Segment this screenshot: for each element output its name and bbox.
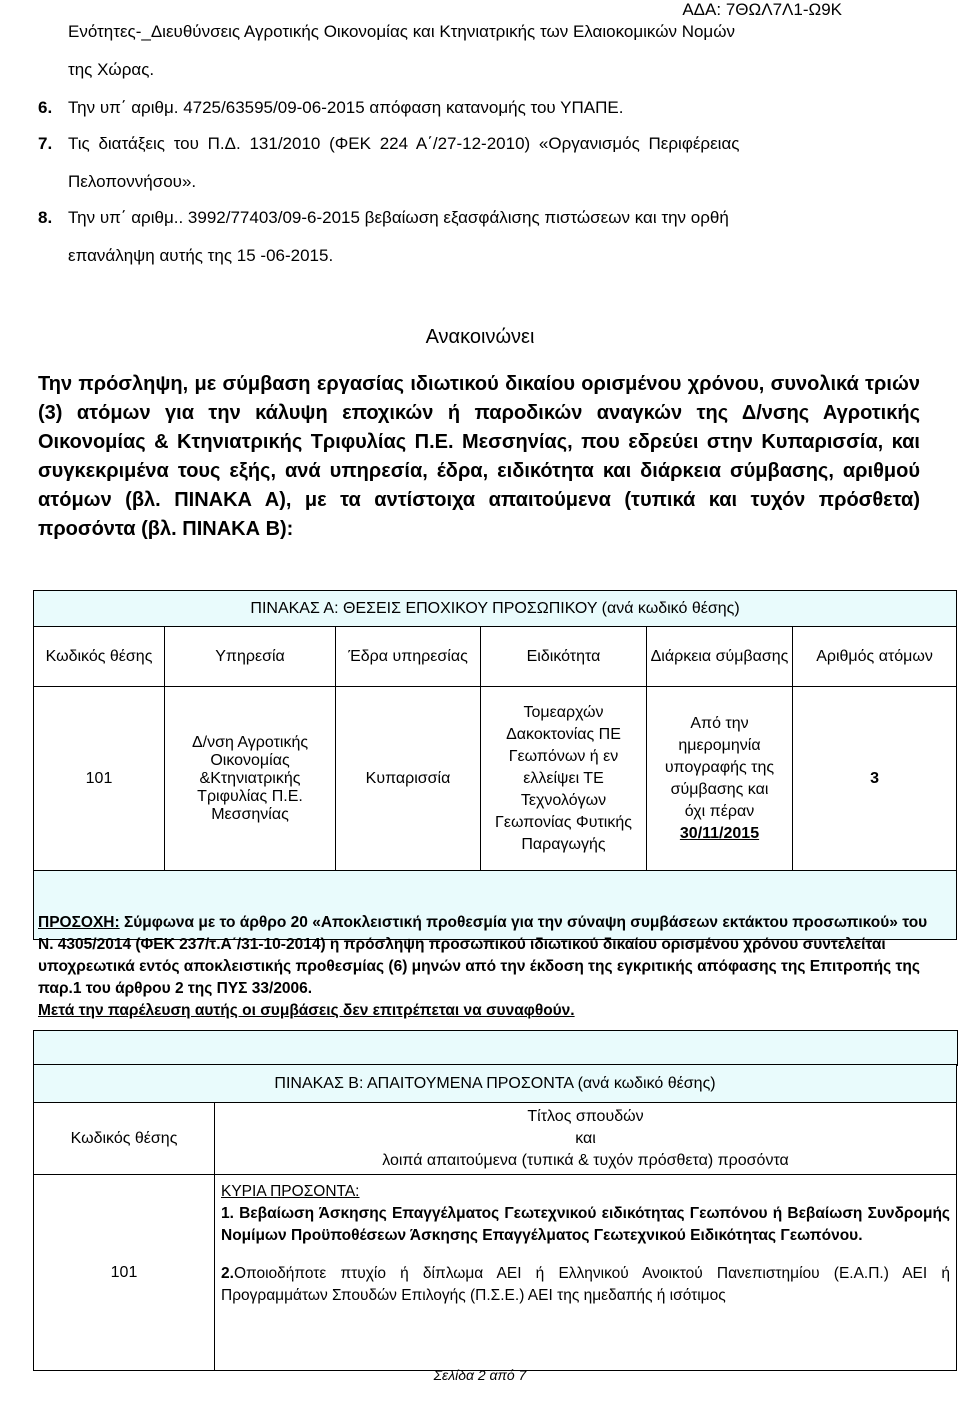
item-number: 8. (38, 208, 53, 227)
qualification-item (221, 1263, 950, 1307)
note-label: ΠΡΟΣΟΧΗ: (38, 914, 120, 931)
header-qualifications (215, 1103, 957, 1175)
qualification-text: Οποιοδήποτε πτυχίο ή δίπλωμα ΑΕΙ ή Ελληνικού Ανοικτού Πανεπιστημίου (Ε.Α.Π.) ΑΕΙ ή Προγραμμάτων Σπουδών Επιλογής (Π.Σ.Ε.) ΑΕΙ της ημεδαπής ή ισότιμος (221, 1265, 950, 1304)
header-specialty: Ειδικότητα (481, 627, 647, 687)
table-a (33, 590, 956, 940)
intro-line: της Χώρας. (68, 60, 155, 79)
table-a-title: ΠΙΝΑΚΑΣ Α: ΘΕΣΕΙΣ ΕΠΟΧΙΚΟΥ ΠΡΟΣΩΠΙΚΟΥ (ανά κωδικό θέσης) (34, 591, 957, 627)
cell-duration (647, 687, 793, 871)
header-title-line: και (575, 1129, 596, 1147)
cell-qualifications (215, 1175, 957, 1371)
separator-band (33, 1030, 958, 1066)
note-block (38, 912, 938, 1022)
header-title-line: λοιπά απαιτούμενα (τυπικά & τυχόν πρόσθετα) προσόντα (382, 1151, 789, 1169)
qualification-item: 1. Βεβαίωση Άσκησης Επαγγέλματος Γεωτεχνικού ειδικότητας Γεωπόνου ή Βεβαίωση Συνδρομής Νομίμων Προϋποθέσεων Άσκησης Επαγγέλματος Γεωτεχνικού Ειδικότητας Γεωπόνου. (221, 1205, 950, 1244)
item-number: 6. (38, 98, 53, 117)
header-count: Αριθμός ατόμων (793, 627, 957, 687)
cell-code: 101 (34, 1175, 215, 1371)
note-underlined: Μετά την παρέλευση αυτής οι συμβάσεις δεν επιτρέπεται να συναφθούν. (38, 1002, 575, 1019)
list-item: Την υπ΄ αριθμ.. 3992/77403/09-6-2015 βεβαίωση εξασφάλισης πιστώσεων και την ορθή (68, 208, 729, 227)
qualification-number: 2. (221, 1265, 234, 1282)
note-text: Σύμφωνα με το άρθρο 20 «Αποκλειστική προθεσμία για την σύναψη συμβάσεων εκτάκτου προσωπικού» του Ν. 4305/2014 (ΦΕΚ 237/τ.Α΄/31-10-2014) η πρόσληψη προσωπικού ιδιωτικού δικαίου ορισμένου χρόνου συντελείται υποχρεωτικά εντός αποκλειστικής προθεσμίας (6) μηνών από την έκδοση της εγκριτικής απόφασης της Επιτροπής της παρ.1 του άρθρου 2 της ΠΥΣ 33/2006. (38, 914, 928, 997)
duration-text: Από την ημερομηνία υπογραφής της σύμβασης και όχι πέραν (664, 714, 775, 820)
cell-specialty: Τομεαρχών Δακοκτονίας ΠΕ Γεωπόνων ή εν ελλείψει ΤΕ Τεχνολόγων Γεωπονίας Φυτικής Παραγωγής (481, 687, 647, 871)
list-item: Την υπ΄ αριθμ. 4725/63595/09-06-2015 απόφαση κατανομής του ΥΠΑΠΕ. (68, 98, 624, 117)
cell-code: 101 (34, 687, 165, 871)
announce-body: Την πρόσληψη, με σύμβαση εργασίας ιδιωτικού δικαίου ορισμένου χρόνου, συνολικά τριών (3) ατόμων για την κάλυψη εποχικών ή παροδικών αναγκών της Δ/νσης Αγροτικής Οικονομίας & Κτηνιατρικής Τριφυλίας Π.Ε. Μεσσηνίας, που εδρεύει στην Κυπαρισσία, και συγκεκριμένα τους εξής, ανά υπηρεσία, έδρα, ειδικότητα και διάρκεια σύμβασης, αριθμού ατόμων (βλ. ΠΙΝΑΚΑ Α), με τα αντίστοιχα απαιτούμενα (τυπικά και τυχόν πρόσθετα) προσόντα (βλ. ΠΙΝΑΚΑ Β): (38, 373, 920, 540)
list-item: Πελοποννήσου». (68, 172, 197, 191)
cell-count: 3 (793, 687, 957, 871)
header-seat: Έδρα υπηρεσίας (336, 627, 481, 687)
header-service: Υπηρεσία (165, 627, 336, 687)
cell-seat: Κυπαρισσία (336, 687, 481, 871)
table-b (33, 1064, 956, 1402)
page-footer: Σελίδα 2 από 7 (433, 1367, 527, 1383)
header-duration: Διάρκεια σύμβασης (647, 627, 793, 687)
intro-line: Ενότητες-_Διευθύνσεις Αγροτικής Οικονομίας και Κτηνιατρικής των Ελαιοκομικών Νομών (68, 22, 735, 41)
announce-title: Ανακοινώνει (425, 326, 535, 348)
duration-date: 30/11/2015 (679, 824, 760, 842)
list-item: Τις διατάξεις του Π.Δ. 131/2010 (ΦΕΚ 224 Α΄/27-12-2010) «Οργανισμός Περιφέρειας (68, 134, 740, 153)
main-qualifications-label: ΚΥΡΙΑ ΠΡΟΣΟΝΤΑ: (221, 1183, 360, 1200)
header-code: Κωδικός θέσης (34, 627, 165, 687)
header-title-line: Τίτλος σπουδών (527, 1107, 644, 1125)
header-code: Κωδικός θέσης (34, 1103, 215, 1175)
item-number: 7. (38, 134, 53, 153)
list-item: επανάληψη αυτής της 15 -06-2015. (68, 246, 334, 265)
cell-service: Δ/νση Αγροτικής Οικονομίας &Κτηνιατρικής Τριφυλίας Π.Ε. Μεσσηνίας (165, 687, 336, 871)
ada-code: ΑΔΑ: 7ΘΩΛ7Λ1-Ω9Κ (682, 0, 842, 19)
table-b-title: ΠΙΝΑΚΑΣ Β: ΑΠΑΙΤΟΥΜΕΝΑ ΠΡΟΣΟΝΤΑ (ανά κωδικό θέσης) (34, 1065, 957, 1103)
